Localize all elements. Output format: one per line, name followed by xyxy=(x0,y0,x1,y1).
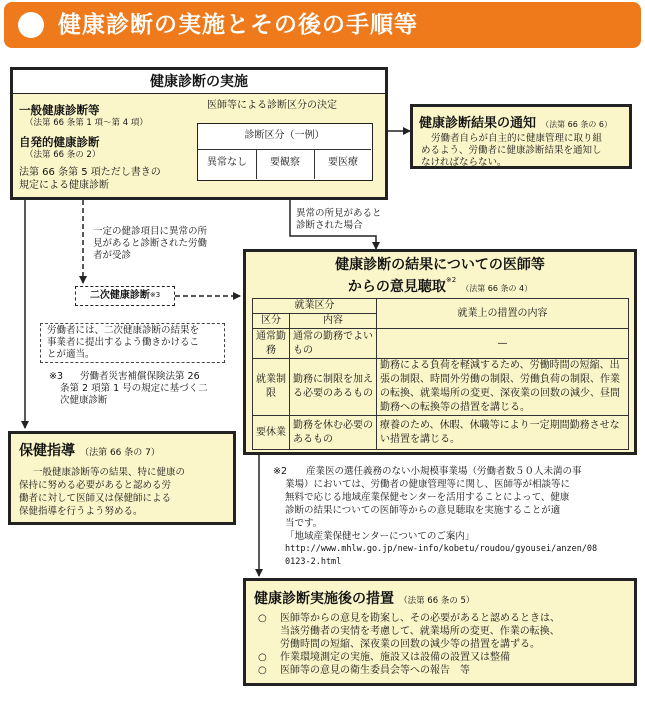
secondary-note-line2: 見があると診断された労働 xyxy=(93,238,208,249)
proviso-line2: 規定による健康診断 xyxy=(19,180,109,191)
note2-line1: 産業医の選任義務のない小規模事業場（労働者数５０人未満の事 xyxy=(306,466,582,477)
category-table xyxy=(197,123,373,181)
category-treatment: 要医療 xyxy=(328,157,358,168)
voluntary-exam-title: 自発的健康診断 xyxy=(19,135,100,149)
note2-line2: 業場）においては、労働者の健康管理等に関し、医師等が相談等に xyxy=(285,479,571,490)
secondary-advice-line2: 事業者に提出するよう働きかけるこ xyxy=(47,337,200,348)
category-normal: 異常なし xyxy=(207,157,247,168)
guidance-box xyxy=(8,431,236,525)
opinion-box xyxy=(243,249,637,455)
after-item1-line3: 労働時間の短縮、深夜業の回数の減少等の措置を講ずる。 xyxy=(280,639,540,650)
after-box xyxy=(243,578,637,686)
note2-url-line2[interactable]: 0123-2.html xyxy=(285,557,342,567)
head-category: 就業区分 xyxy=(253,299,377,314)
secondary-note-line3: 者が受診 xyxy=(93,250,132,261)
note3-line2: 条第 2 項第 1 号の規定に基づく二 xyxy=(60,383,208,394)
voluntary-exam-ref: （法第 66 条の 2） xyxy=(25,150,101,160)
after-item1-line2: 当該労働者の実情を考慮して、就業場所の変更、作業の転換、 xyxy=(280,626,560,637)
guidance-line4: 保健指導を行うよう努める。 xyxy=(19,506,143,517)
secondary-exam-box xyxy=(75,286,175,306)
note2-url-line1[interactable]: http://www.mhlw.go.jp/new-info/kobetu/roudou/gyousei/anzen/08 xyxy=(285,544,598,554)
guidance-line1: 一般健康診断等の結果、特に健康の xyxy=(33,467,186,478)
category-label: 診断区分（一例） xyxy=(244,130,325,141)
abnormal-note-line1: 異常の所見があると xyxy=(296,208,382,219)
row-restricted-division: 就業制限 xyxy=(253,359,290,416)
general-exam-ref: （法第 66 条第 1 項〜第 4 項） xyxy=(25,118,148,128)
notification-line2: めるよう、労働者に健康診断結果を通知し xyxy=(421,145,602,156)
general-exam-title: 一般健康診断等 xyxy=(19,103,100,117)
secondary-advice-box xyxy=(40,323,225,363)
row-normal-division: 通常勤務 xyxy=(253,329,290,359)
guidance-title: 保健指導 xyxy=(19,443,75,459)
implementation-title: 健康診断の実施 xyxy=(150,74,248,90)
implementation-box xyxy=(10,67,388,200)
secondary-note-line1: 一定の健診項目に異常の所 xyxy=(93,226,208,237)
opinion-table xyxy=(252,298,629,450)
head-content: 内容 xyxy=(290,314,377,329)
row-normal-content: 通常の勤務でよいもの xyxy=(290,329,377,359)
guidance-line2: 保持に努める必要があると認める労 xyxy=(19,480,172,491)
secondary-advice-line3: とが適当。 xyxy=(47,349,95,360)
guidance-line3: 働者に対して医師又は保健師による xyxy=(19,493,172,504)
note2-line3: 無料で応じる地域産業保健センターを活用することによって、健康 xyxy=(285,492,570,503)
row-restricted-measure: 勤務による負荷を軽減するため、労働時間の短縮、出張の制限、時間外労働の制限、労働負荷の制限、作業の転換、就業場所の変更、深夜業の回数の減少、昼間勤務への転換等の措置を講じる。 xyxy=(377,359,629,416)
note2-line5: 当です。 xyxy=(285,518,323,529)
notification-line3: なければならない。 xyxy=(421,157,507,168)
after-item3-bullet: ○ xyxy=(258,665,267,676)
secondary-exam-label: 二次健康診断$^{※3}$ xyxy=(89,290,161,301)
abnormal-note-line2: 診断された場合 xyxy=(296,220,363,231)
row-leave-division: 要休業 xyxy=(253,416,290,450)
after-title: 健康診断実施後の措置 xyxy=(254,591,394,607)
notification-ref: （法第 66 条の 6） xyxy=(541,120,613,129)
note2-mark: ※2 xyxy=(273,466,288,477)
notification-box xyxy=(410,104,632,169)
after-item1-bullet: ○ xyxy=(258,613,267,624)
after-item2: 作業環境測定の実施、施設又は設備の設置又は整備 xyxy=(280,652,510,663)
guidance-ref: （法第 66 条の 7） xyxy=(80,448,160,458)
decision-label: 医師等による診断区分の決定 xyxy=(207,100,337,111)
category-observe: 要観察 xyxy=(270,157,300,168)
opinion-title-line2-row: からの意見聴取$^{※2}$ （法第 66 条の 4） xyxy=(347,276,533,295)
after-item3: 医師等の意見の衛生委員会等への報告 等 xyxy=(280,665,470,676)
guidance-heading xyxy=(19,440,160,461)
note3-line1: 労働者災害補償保険法第 26 xyxy=(80,371,200,382)
after-item2-bullet: ○ xyxy=(258,652,267,663)
head-division: 区分 xyxy=(253,314,290,329)
row-normal-measure: — xyxy=(377,329,629,359)
note3-mark: ※3 xyxy=(49,371,64,382)
row-leave-measure: 療養のため、休暇、休職等により一定期間勤務させない措置を講じる。 xyxy=(377,416,629,450)
opinion-title-line1: 健康診断の結果についての医師等 xyxy=(335,257,545,273)
after-heading xyxy=(254,588,474,609)
notification-line1: 労働者自らが自主的に健康管理に取り組 xyxy=(431,133,603,144)
page-title: 健康診断の実施とその後の手順等 xyxy=(58,12,418,38)
after-item1-line1: 医師等からの意見を勘案し、その必要があると認めるときは、 xyxy=(280,613,560,624)
note2-link-title: 「地域産業保健センターについてのご案内」 xyxy=(285,531,475,542)
after-ref: （法第 66 条の 5） xyxy=(399,596,475,606)
note3-line3: 次健康診断 xyxy=(60,395,108,406)
note2-line4: 診断の結果についての医師等からの意見聴取を実施することが適 xyxy=(285,505,561,516)
implementation-title-bar xyxy=(13,70,385,94)
row-leave-content: 勤務を休む必要のあるもの xyxy=(290,416,377,450)
secondary-advice-line1: 労働者には、二次健康診断の結果を xyxy=(47,325,200,336)
notification-heading xyxy=(419,112,612,132)
head-measure: 就業上の措置の内容 xyxy=(377,299,629,329)
row-restricted-content: 勤務に制限を加える必要のあるもの xyxy=(290,359,377,416)
notification-title: 健康診断結果の通知 xyxy=(419,116,537,131)
proviso-line1: 法第 66 条第 5 項ただし書きの xyxy=(19,167,161,178)
